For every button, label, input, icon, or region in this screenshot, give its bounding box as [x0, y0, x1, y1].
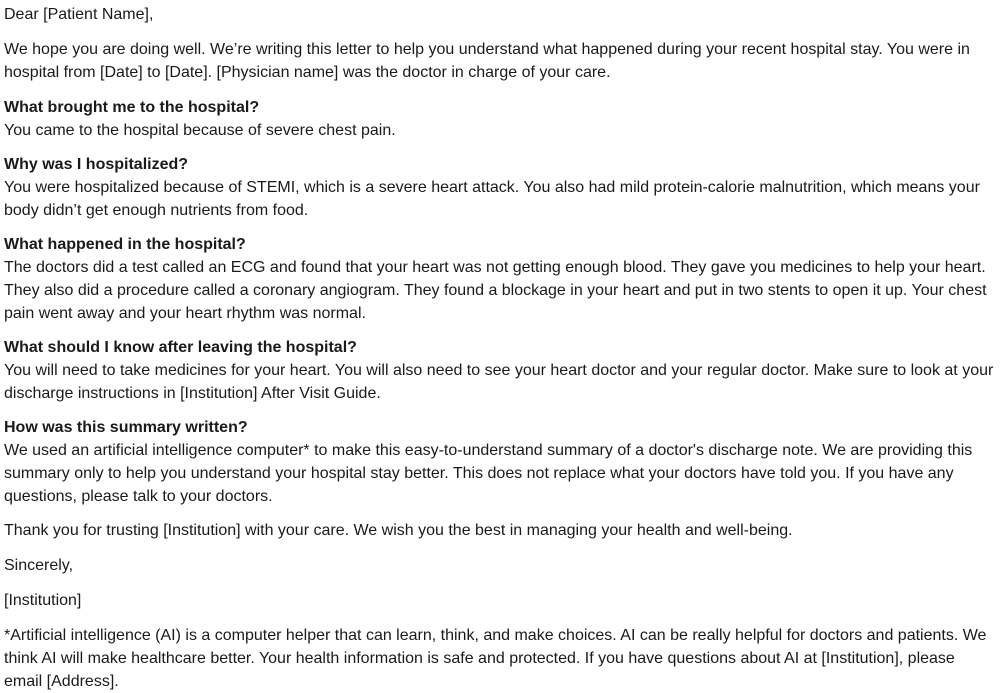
section-after-leaving: [4, 336, 996, 405]
section-body: The doctors did a test called an ECG and found that your heart was not getting enough blood. They gave you medicines to help your heart. They also did a procedure called a coronary angiogram. They found a blockage in your heart and put in two stents to open it up. Your chest pain went away and your heart rhythm was normal.: [4, 259, 987, 322]
section-heading: How was this summary written?: [4, 419, 248, 436]
section-heading: Why was I hospitalized?: [4, 156, 189, 173]
section-heading: What brought me to the hospital?: [4, 99, 260, 116]
section-why-hospitalized: [4, 153, 996, 222]
thanks-paragraph: Thank you for trusting [Institution] with your care. We wish you the best in managing your health and well-being.: [4, 522, 793, 539]
section-body: You were hospitalized because of STEMI, which is a severe heart attack. You also had mild protein-calorie malnutrition, which means your body didn’t get enough nutrients from food.: [4, 179, 980, 219]
section-how-written: [4, 416, 996, 508]
section-heading: What happened in the hospital?: [4, 236, 246, 253]
salutation: Dear [Patient Name],: [4, 6, 154, 23]
signature: [Institution]: [4, 592, 82, 609]
section-body: You came to the hospital because of severe chest pain.: [4, 122, 396, 139]
closing: Sincerely,: [4, 557, 74, 574]
section-what-happened: [4, 233, 996, 325]
intro-paragraph: We hope you are doing well. We’re writing this letter to help you understand what happened during your recent hospital stay. You were in hospital from [Date] to [Date]. [Physician name] was the doctor in charge of your care.: [4, 41, 970, 81]
section-reason-for-visit: [4, 96, 996, 142]
section-body: We used an artificial intelligence computer* to make this easy-to-understand summary of a doctor's discharge note. We are providing this summary only to help you understand your hospital stay better. This does not replace what your doctors have told you. If you have any questions, please talk to your doctors.: [4, 442, 973, 505]
ai-footnote: *Artificial intelligence (AI) is a computer helper that can learn, think, and make choices. AI can be really helpful for doctors and patients. We think AI will make healthcare better. Your health information is safe and protected. If you have questions about AI at [Institution], please email [Address].: [4, 627, 987, 690]
section-body: You will need to take medicines for your heart. You will also need to see your heart doctor and your regular doctor. Make sure to look at your discharge instructions in [Institution] After Visit Guide.: [4, 362, 994, 402]
section-heading: What should I know after leaving the hospital?: [4, 339, 357, 356]
